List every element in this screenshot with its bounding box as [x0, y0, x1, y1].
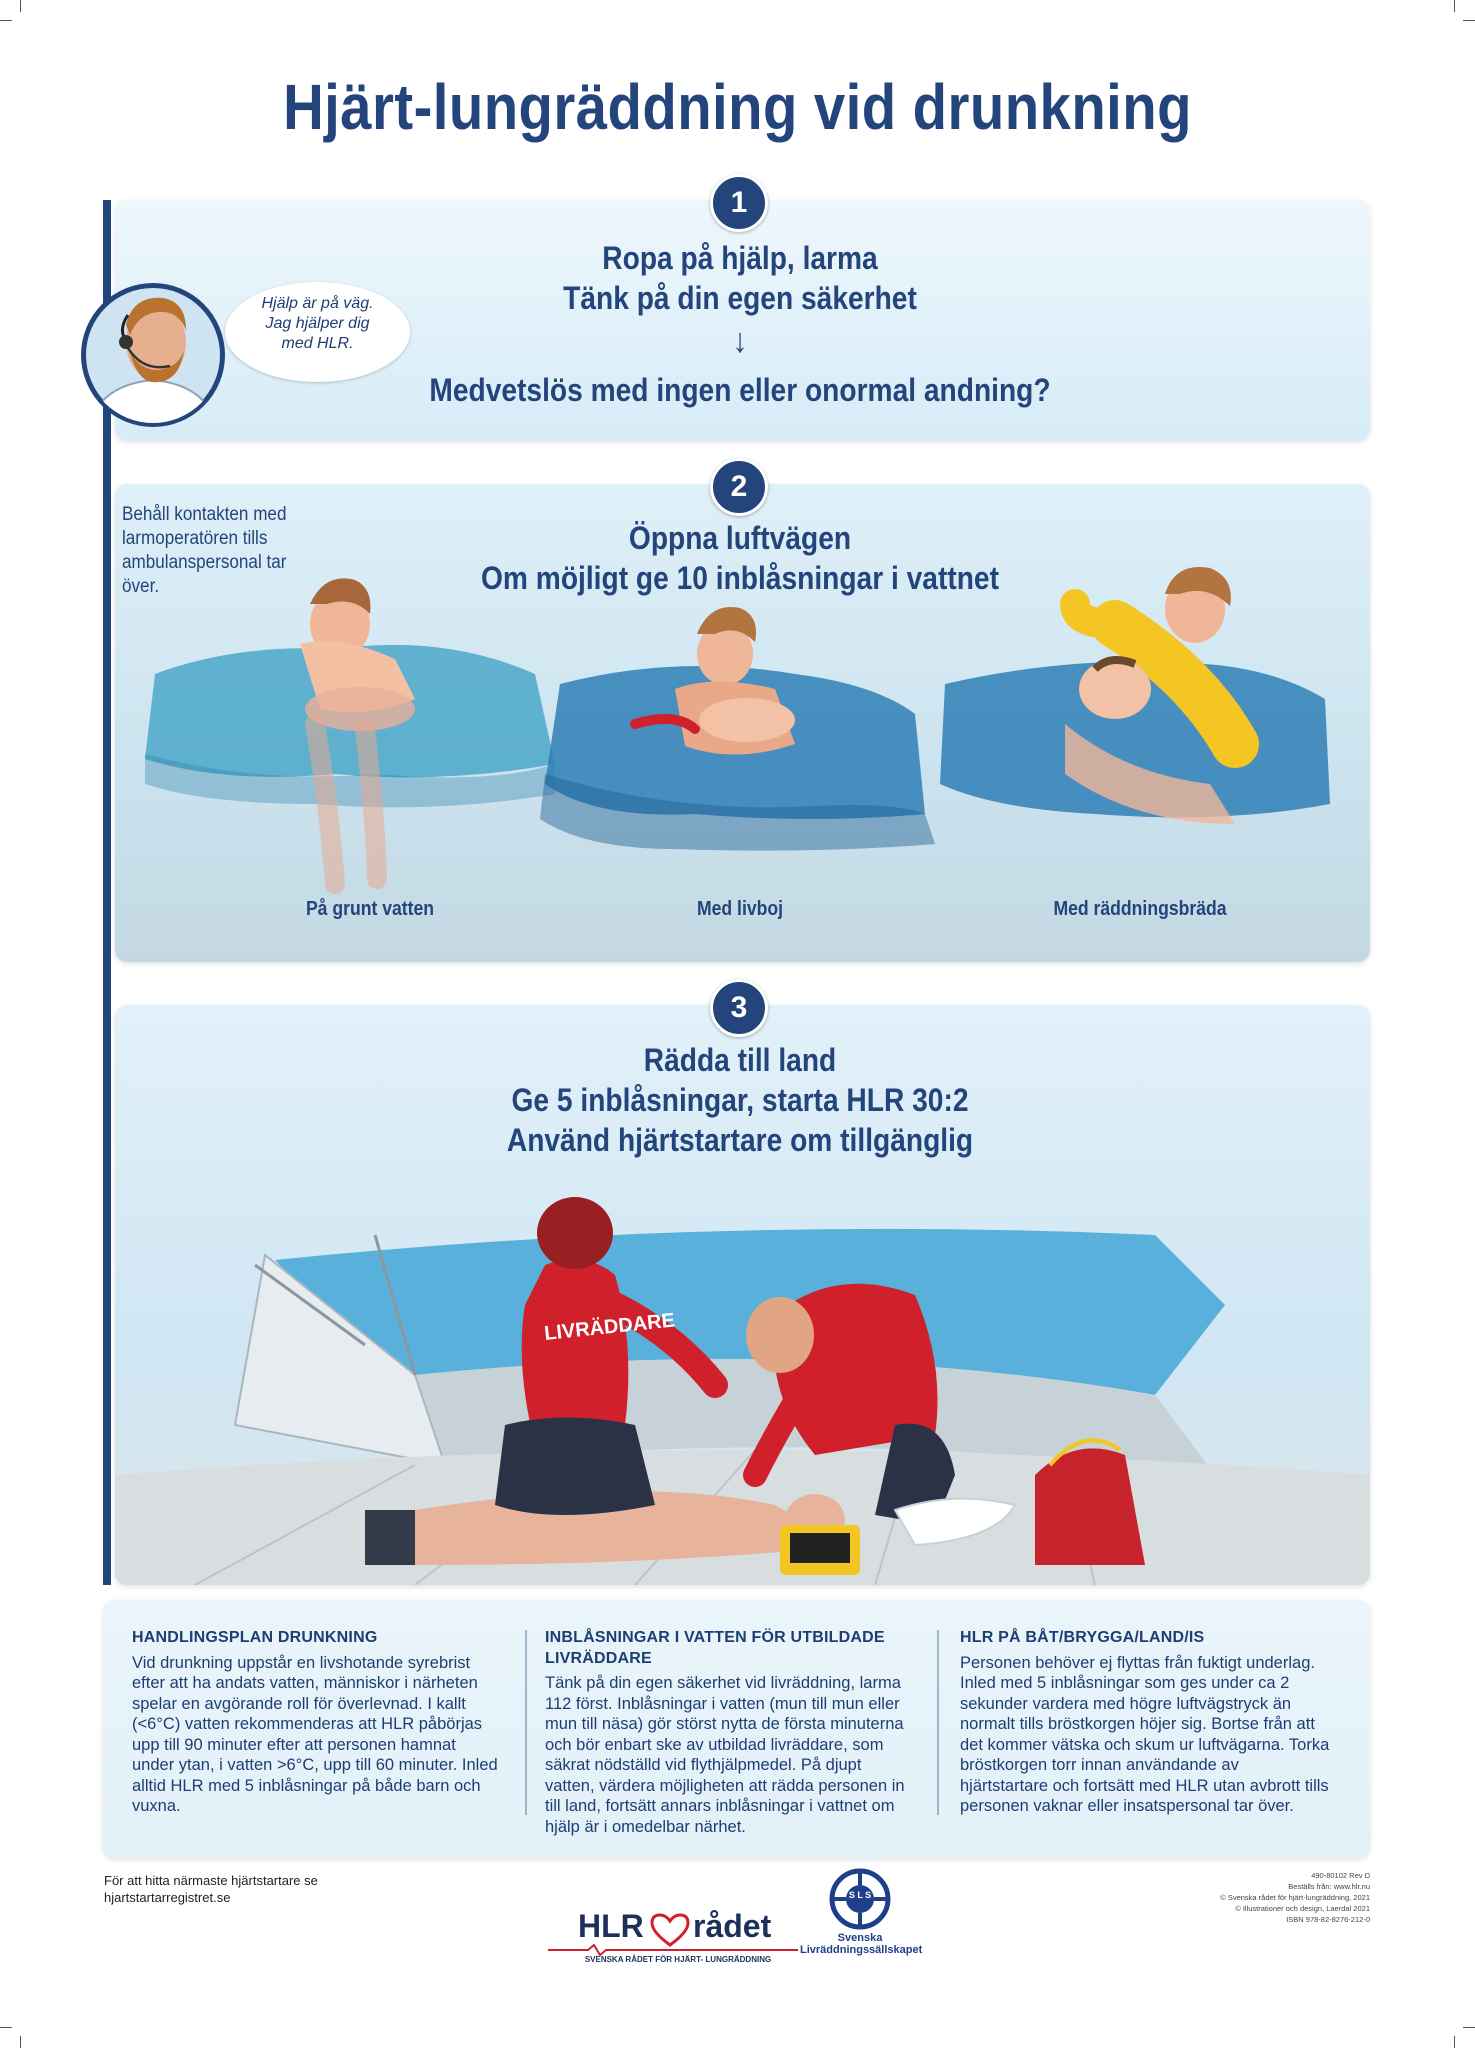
- print-info-line: 490-80102 Rev D: [1311, 1871, 1370, 1880]
- print-info: [1150, 1870, 1370, 1925]
- speech-line: med HLR.: [281, 335, 354, 352]
- info-col-boat-cpr: [960, 1628, 1330, 1817]
- step2-line2: Om möjligt ge 10 inblåsningar i vattnet: [481, 560, 999, 596]
- speech-line: Jag hjälper dig: [265, 315, 370, 332]
- dispatcher-speech-bubble: [225, 282, 410, 382]
- divider: [937, 1630, 939, 1815]
- step1-arrow-icon: ↓: [732, 322, 748, 360]
- caption-shallow-water: På grunt vatten: [305, 898, 435, 920]
- info-col2-heading: INBLÅSNINGAR I VATTEN FÖR UTBILDADE LIVRÄDDARE: [545, 1629, 885, 1667]
- step1-number-badge: 1: [710, 174, 768, 232]
- step2-line1: Öppna luftvägen: [628, 520, 852, 556]
- crop-mark: [1454, 0, 1455, 12]
- crop-mark: [0, 2027, 12, 2028]
- hlr-radet-logo: [548, 1908, 798, 1968]
- caption-rescue-board: Med räddningsbräda: [1053, 898, 1227, 920]
- step3-number-badge: 3: [710, 979, 768, 1037]
- step3-line2: Ge 5 inblåsningar, starta HLR 30:2: [511, 1082, 969, 1118]
- print-info-line: © Svenska rådet för hjärt-lungräddning, 2021: [1220, 1893, 1370, 1902]
- crop-mark: [20, 2036, 21, 2048]
- info-col2-body: Tänk på din egen säkerhet vid livräddning, larma 112 först. Inblåsningar i vatten (mun till mun eller mun till näsa) gör störst nytta de första minuterna och bör enbart ske av utbildad livräddare, som säkrat nödställd vid flythjälpmedel. På djupt vatten, värdera möjligheten att rädda personen in till land, fortsätt annars inblåsningar i vattnet om hjälp är i omedelbar närhet.: [545, 1674, 905, 1836]
- info-col3-heading: HLR PÅ BÅT/BRYGGA/LAND/IS: [960, 1629, 1205, 1646]
- hlr-logo-right: rådet: [693, 1908, 772, 1944]
- step1-question: Medvetslös med ingen eller onormal andning?: [429, 372, 1051, 408]
- aed-registry-link[interactable]: hjartstartarregistret.se: [104, 1890, 231, 1905]
- crop-mark: [1454, 2036, 1455, 2048]
- step1-line1: Ropa på hjälp, larma: [602, 240, 878, 276]
- info-col-water-breaths: [545, 1628, 915, 1837]
- print-info-line: Beställs från: www.hlr.nu: [1288, 1882, 1370, 1891]
- step3-text: [432, 1040, 1048, 1160]
- caption-lifebuoy: Med livboj: [696, 898, 784, 920]
- sls-logo: [800, 1868, 923, 1978]
- dispatcher-avatar: [78, 280, 228, 430]
- crop-mark: [0, 20, 12, 21]
- divider: [525, 1630, 527, 1815]
- hlr-logo-subtitle: SVENSKA RÅDET FÖR HJÄRT- LUNGRÄDDNING: [584, 1955, 772, 1964]
- info-col1-heading: HANDLINGSPLAN DRUNKNING: [132, 1629, 378, 1646]
- print-info-line: © Illustrationer och design, Laerdal 2021: [1235, 1904, 1370, 1913]
- speech-line: Hjälp är på väg.: [261, 295, 374, 312]
- page-title: Hjärt-lungräddning vid drunkning: [283, 71, 1192, 143]
- crop-mark: [20, 0, 21, 12]
- crop-mark: [1463, 20, 1475, 21]
- heart-icon: [648, 1912, 692, 1948]
- step1-line2: Tänk på din egen säkerhet: [563, 280, 917, 316]
- info-col-drowning-plan: [132, 1628, 502, 1817]
- info-col3-body: Personen behöver ej flyttas från fuktigt underlag. Inled med 5 inblåsningar som ges under ca 2 sekunder vardera med högre luftvägstryck än normalt tills bröstkorgen höjer sig. Bortse från att det kommer vätska och skum ur luftvägarna. Torka bröstkorgen torr innan användande av hjärtstartare och fortsätt med HLR utan avbrott tills personen vaknar eller insatspersonal tar över.: [960, 1653, 1330, 1815]
- sls-line1: Svenska: [837, 1932, 883, 1944]
- hlr-logo-left: HLR: [578, 1908, 644, 1944]
- crop-mark: [1463, 2027, 1475, 2028]
- step1-text: [454, 238, 1026, 318]
- step2-side-note: Behåll kontakten med larmoperatören tills ambulanspersonal tar över.: [122, 504, 287, 597]
- info-col1-body: Vid drunkning uppstår en livshotande syrebrist efter att ha andats vatten, människor i närheten spelar en avgörande roll för överlevnad. I kallt (<6°C) vatten rekommenderas att HLR påbörjas upp till 90 minuter efter att personen hamnat under ytan, i vatten >6°C, upp till 60 minuter. Inled alltid HLR med 5 inblåsningar på både barn och vuxna.: [132, 1653, 498, 1815]
- step2-number-badge: 2: [710, 458, 768, 516]
- aed-registry-note: [104, 1872, 318, 1906]
- sls-line2: Livräddningssällskapet: [800, 1944, 923, 1956]
- sls-badge-text: S L S: [848, 1890, 872, 1900]
- step3-line3: Använd hjärtstartare om tillgänglig: [506, 1122, 974, 1158]
- print-info-line: ISBN 978-82-8276-212-0: [1286, 1915, 1370, 1924]
- step3-line1: Rädda till land: [643, 1042, 837, 1078]
- aed-note-line1: För att hitta närmaste hjärtstartare se: [104, 1873, 318, 1888]
- step2-text: [410, 518, 1070, 598]
- jacket-text: LIVRÄDDARE: [543, 1309, 676, 1345]
